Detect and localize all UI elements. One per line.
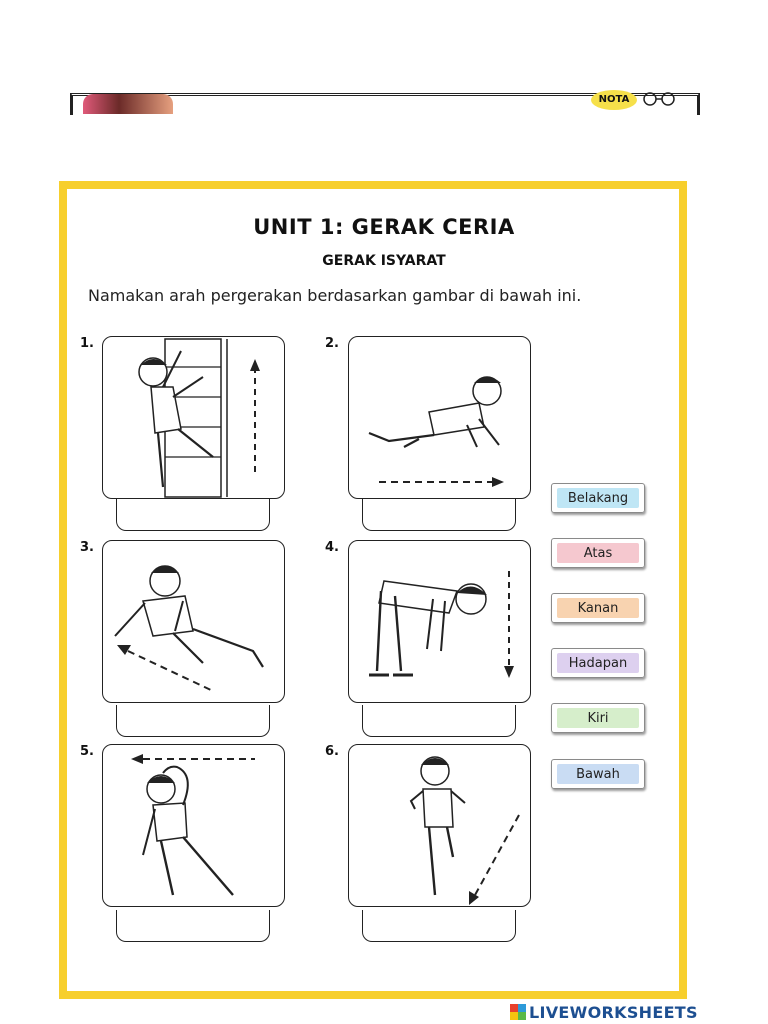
item-number: 1. xyxy=(80,336,94,351)
option-kanan[interactable] xyxy=(551,593,645,623)
girl-illustration xyxy=(83,94,173,114)
child-sliding-left-illustration xyxy=(103,541,286,704)
option-label: Kiri xyxy=(557,708,639,728)
brand-name: LIVEWORKSHEETS xyxy=(529,1002,698,1022)
item-number: 4. xyxy=(325,540,339,555)
item-number: 2. xyxy=(325,336,339,351)
nota-badge: NOTA xyxy=(591,90,637,110)
option-hadapan[interactable] xyxy=(551,648,645,678)
picture-climbing-up xyxy=(102,336,285,499)
instruction-text: Namakan arah pergerakan berdasarkan gambar di bawah ini. xyxy=(88,286,582,305)
picture-walking-diagonal xyxy=(348,744,531,907)
answer-drop-box-2[interactable] xyxy=(362,499,516,531)
option-label: Belakang xyxy=(557,488,639,508)
child-crawling-illustration xyxy=(349,337,532,500)
item-number: 6. xyxy=(325,744,339,759)
option-label: Hadapan xyxy=(557,653,639,673)
child-climbing-ladder-illustration xyxy=(103,337,286,500)
header-banner xyxy=(70,93,700,115)
answer-drop-box-5[interactable] xyxy=(116,910,270,942)
picture-crawling-forward xyxy=(348,336,531,499)
option-atas[interactable] xyxy=(551,538,645,568)
picture-bending-down xyxy=(348,540,531,703)
item-number: 3. xyxy=(80,540,94,555)
glasses-icon xyxy=(641,92,677,106)
child-side-stretch-illustration xyxy=(103,745,286,908)
answer-drop-box-1[interactable] xyxy=(116,499,270,531)
option-kiri[interactable] xyxy=(551,703,645,733)
picture-moving-left xyxy=(102,540,285,703)
option-label: Kanan xyxy=(557,598,639,618)
option-label: Atas xyxy=(557,543,639,563)
option-label: Bawah xyxy=(557,764,639,784)
answer-drop-box-4[interactable] xyxy=(362,705,516,737)
child-walking-illustration xyxy=(349,745,532,908)
answer-drop-box-6[interactable] xyxy=(362,910,516,942)
item-number: 5. xyxy=(80,744,94,759)
worksheet-title: UNIT 1: GERAK CERIA xyxy=(253,215,515,239)
worksheet-subtitle: GERAK ISYARAT xyxy=(322,253,446,269)
picture-stretching-right xyxy=(102,744,285,907)
liveworksheets-logo[interactable] xyxy=(510,1000,698,1024)
logo-squares-icon xyxy=(510,1004,526,1020)
answer-drop-box-3[interactable] xyxy=(116,705,270,737)
child-bending-down-illustration xyxy=(349,541,532,704)
option-belakang[interactable] xyxy=(551,483,645,513)
option-bawah[interactable] xyxy=(551,759,645,789)
